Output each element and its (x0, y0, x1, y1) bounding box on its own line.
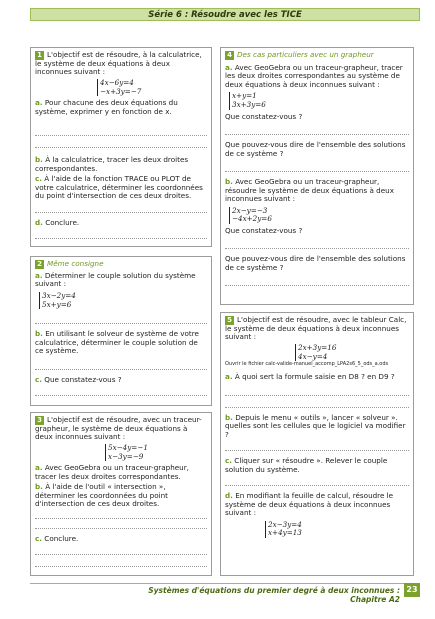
exercise-5 (220, 312, 414, 576)
question-c: c. Cliquer sur « résoudre ». Relever le couple solution du système. (225, 456, 388, 474)
exercise-3-intro: 3 L'objectif est de résoudre, avec un traceur-grapheur, le système de deux équations à deux inconnues suivant : (35, 415, 202, 442)
exercise-5-intro: 5 L'objectif est de résoudre, avec le tableur Calc, le système de deux équations à deux inconnues suivant : (225, 315, 407, 342)
exercise-number: 2 (35, 260, 44, 269)
question-a: a. Pour chacune des deux équations du système, exprimer y en fonction de x. (35, 98, 178, 116)
equation-system: 2x−y=−3 −4x+2y=6 (229, 207, 272, 224)
equation-system: 5x−4y=−1 x−3y=−9 (105, 444, 148, 461)
exercise-2-title: 2 Même consigne (35, 260, 207, 269)
exercise-number: 3 (35, 416, 44, 425)
equation-system: 4x−6y=4 −x+3y=−7 (97, 79, 141, 96)
exercise-2 (30, 256, 212, 406)
question-a-solutions: Que pouvez-vous dire de l'ensemble des solutions de ce système ? (225, 140, 406, 158)
page-title: Série 6 : Résoudre avec les TICE (30, 8, 420, 21)
question-c: c. Conclure. (35, 533, 79, 543)
equation-system: x+y=1 3x+3y=6 (229, 92, 266, 109)
question-b: b. À la calculatrice, tracer les deux droites correspondantes. (35, 155, 189, 173)
chapter-footer: Systèmes d'équations du premier degré à deux inconnues : Chapitre A2 (148, 586, 400, 604)
question-a: a. Déterminer le couple solution du système suivant : (35, 271, 196, 289)
exercise-1-intro: 1 L'objectif est de résoudre, à la calculatrice, le système de deux équations à deux inconnues suivant : (35, 50, 202, 77)
question-c: c. Que constatez-vous ? (35, 374, 122, 384)
exercise-4 (220, 47, 414, 305)
question-a: a. Avec GeoGebra ou un traceur-grapheur, tracer les deux droites correspondantes. (35, 463, 189, 481)
question-b-observe: Que constatez-vous ? (225, 225, 303, 235)
exercise-1 (30, 47, 212, 247)
exercise-number: 1 (35, 51, 44, 60)
question-a-observe: Que constatez-vous ? (225, 111, 303, 121)
question-b-solutions: Que pouvez-vous dire de l'ensemble des solutions de ce système ? (225, 254, 406, 272)
question-b: b. En utilisant le solveur de système de votre calculatrice, déterminer le couple solution de ce système. (35, 329, 199, 356)
question-d: d. En modifiant la feuille de calcul, résoudre le système de deux équations à deux inconnues suivant : (225, 491, 394, 518)
exercise-number: 5 (225, 316, 234, 325)
exercise-number: 4 (225, 51, 234, 60)
file-reference: Ouvrir le fichier calc-valide-manuel_accomp_LPA2s6_5_ods_a.ods (225, 361, 389, 368)
equation-system: 2x−3y=4 x+4y=13 (265, 521, 302, 538)
exercise-4-title: 4 Des cas particuliers avec un grapheur (225, 51, 409, 60)
question-a: a. À quoi sert la formule saisie en D8 ? en D9 ? (225, 372, 395, 382)
equation-system: 3x−2y=4 5x+y=6 (39, 292, 76, 309)
page-number: 23 (404, 583, 420, 597)
question-a: a. Avec GeoGebra ou un traceur-grapheur, tracer les deux droites correspondantes au système de deux équations à deux inconnues suivant : (225, 63, 403, 89)
question-c: c. À l'aide de la fonction TRACE ou PLOT de votre calculatrice, déterminer les coordonnées du point d'intersection de ces deux droites. (35, 174, 203, 201)
question-b: b. Depuis le menu « outils », lancer « solveur ». quelles sont les cellules que le logiciel va modifier ? (225, 412, 406, 439)
equation-system: 2x+3y=16 4x−y=4 (295, 344, 336, 361)
question-b: b. À l'aide de l'outil « intersection », déterminer les coordonnées du point d'intersection de ces deux droites. (35, 482, 168, 509)
question-d: d. Conclure. (35, 217, 80, 227)
question-b: b. Avec GeoGebra ou un traceur-grapheur, résoudre le système de deux équations à deux inconnues suivant : (225, 177, 394, 204)
exercise-3 (30, 412, 212, 576)
